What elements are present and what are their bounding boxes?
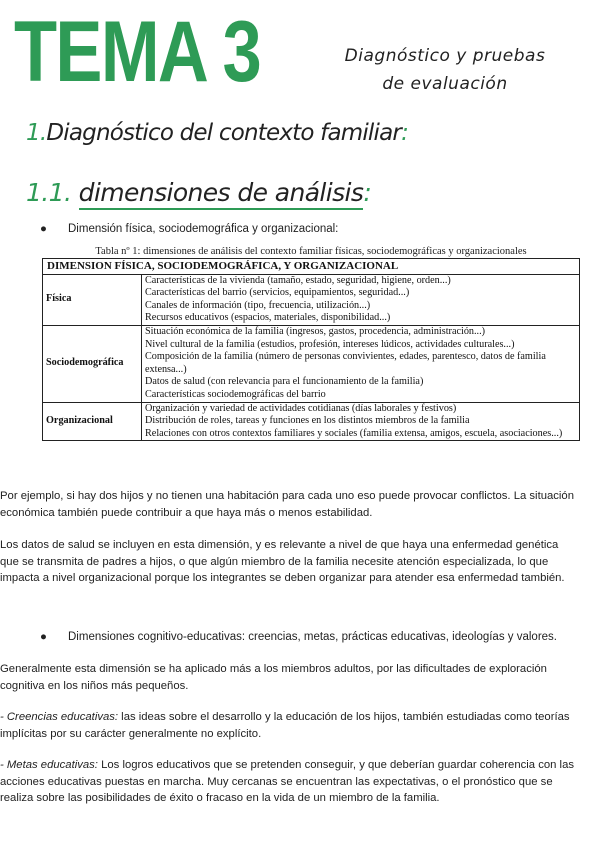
paragraph: Por ejemplo, si hay dos hijos y no tienen una habitación para cada uno eso puede provocar conflictos. La situación económica también puede contribuir a que haya más o menos estabilidad. — [0, 490, 574, 519]
paragraph: Generalmente esta dimensión se ha aplicado más a los miembros adultos, por las dificultades de exploración cognitiva en los niños más pequeños. — [0, 663, 547, 692]
row-item: Composición de la familia (número de personas convivientes, edades, parentesco, datos de familia extensa...) — [145, 351, 546, 375]
page-subtitle — [330, 42, 560, 98]
table-row — [43, 325, 580, 402]
paragraph-creencias — [0, 709, 575, 742]
bullet-item — [40, 631, 557, 643]
term-label: - Creencias educativas: — [0, 711, 119, 723]
row-item: Situación económica de la familia (ingresos, gastos, procedencia, administración...) — [145, 325, 486, 337]
paragraph-metas — [0, 757, 575, 807]
row-item: Nivel cultural de la familia (estudios, profesión, intereses lúdicos, actividades culturales...) — [145, 338, 515, 350]
bullet-text: Dimensión física, sociodemográfica y organizacional: — [68, 223, 339, 235]
row-item: Organización y variedad de actividades cotidianas (días laborales y festivos) — [145, 402, 457, 414]
row-item: Canales de información (tipo, frecuencia, utilización...) — [145, 299, 371, 311]
subsection-number: 1.1. — [26, 178, 72, 207]
dimensions-table — [42, 258, 580, 441]
row-items — [142, 274, 580, 325]
dimensions-table-block — [42, 246, 580, 441]
subtitle-line-1: Diagnóstico y pruebas — [344, 46, 546, 66]
section-heading-1 — [26, 120, 408, 146]
bullet-icon: ● — [40, 631, 47, 643]
section-number: 1. — [26, 120, 47, 146]
row-category: Sociodemográfica — [43, 325, 142, 402]
row-item: Distribución de roles, tareas y funciones en los distintos miembros de la familia — [145, 415, 470, 427]
row-item: Características sociodemográficas del barrio — [145, 388, 326, 400]
section-title: Diagnóstico del contexto familiar — [46, 120, 402, 146]
page-title: TEMA 3 — [14, 4, 261, 100]
bullet-icon: ● — [40, 223, 47, 235]
table-row — [43, 402, 580, 441]
subsection-colon: : — [363, 178, 372, 207]
bullet-item — [40, 223, 338, 235]
row-items — [142, 402, 580, 441]
row-item: Relaciones con otros contextos familiares y sociales (familia extensa, amigos, escuela, asociaciones...) — [145, 427, 563, 439]
section-colon: : — [401, 120, 409, 146]
row-items — [142, 325, 580, 402]
subsection-title: dimensiones de análisis — [79, 178, 364, 210]
term-text: las ideas sobre el desarrollo y la educación de los hijos, también estudiadas como teorías implícitas por su carácter generalmente no explícito. — [0, 711, 570, 740]
section-heading-1-1 — [26, 178, 371, 207]
term-label: - Metas educativas: — [0, 759, 98, 771]
row-item: Características del barrio (servicios, equipamientos, seguridad...) — [145, 287, 410, 299]
table-caption: Tabla nº 1: dimensiones de análisis del contexto familiar físicas, sociodemográficas y organizacionales — [95, 246, 527, 257]
row-item: Datos de salud (con relevancia para el funcionamiento de la familia) — [145, 376, 424, 388]
table-header-row — [43, 259, 580, 275]
table-row — [43, 274, 580, 325]
row-category: Física — [43, 274, 142, 325]
row-category: Organizacional — [43, 402, 142, 441]
subtitle-line-2: de evaluación — [382, 74, 508, 94]
table-header: DIMENSION FÍSICA, SOCIODEMOGRÁFICA, Y ORGANIZACIONAL — [43, 259, 580, 275]
term-text: Los logros educativos que se pretenden conseguir, y que deberían guardar coherencia con las acciones educativas puestas en marcha. Muy cercanas se encuentran las expectativas, o el pronóstico que se realiza sobre las posibilidades de éxito o fracaso en la vida de un miembro de la familia. — [0, 759, 574, 804]
row-item: Recursos educativos (espacios, materiales, disponibilidad...) — [145, 312, 391, 324]
bullet-text: Dimensiones cognitivo-educativas: creencias, metas, prácticas educativas, ideologías y valores. — [68, 631, 557, 643]
row-item: Características de la vivienda (tamaño, estado, seguridad, higiene, orden...) — [145, 274, 451, 286]
paragraph: Los datos de salud se incluyen en esta dimensión, y es relevante a nivel de que haya una enfermedad genética que se transmita de padres a hijos, o que algún miembro de la familia necesite atención especializada, lo que impacta a nivel organizacional porque los integrantes se deben organizar para atender esa enfermedad también. — [0, 539, 565, 584]
